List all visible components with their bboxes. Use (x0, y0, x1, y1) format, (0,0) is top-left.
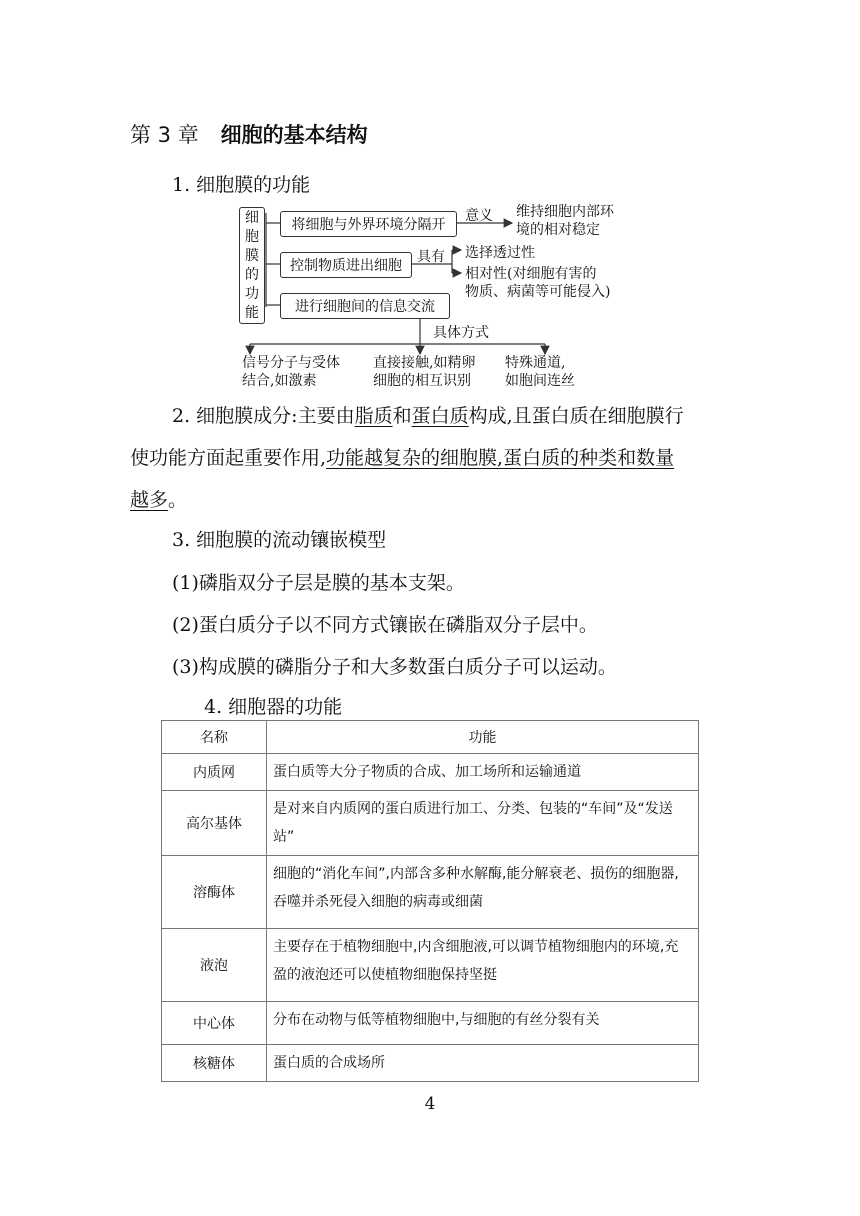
s2-underline: 蛋白质的种类和数量 (503, 447, 675, 469)
result-selective: 选择透过性 (465, 245, 535, 261)
s2-text: 构成,且蛋白质在细胞膜行 (468, 405, 684, 427)
s2-underline: 越多 (130, 489, 169, 511)
section-2-paragraph (130, 395, 684, 521)
organelle-name: 液泡 (162, 929, 267, 1002)
result-relative (465, 265, 610, 301)
diagram-box-control: 控制物质进出细胞 (280, 252, 412, 278)
organelle-name: 溶酶体 (162, 856, 267, 929)
table-row (162, 1045, 699, 1082)
root-char: 胞 (245, 228, 259, 245)
result-relative-line2: 物质、病菌等可能侵入) (465, 284, 611, 300)
label-methods: 具体方式 (433, 325, 489, 341)
s3-item-1: (1)磷脂双分子层是膜的基本支架。 (172, 572, 465, 594)
s2-underline: 蛋白质 (411, 405, 469, 427)
method-signal (242, 354, 340, 390)
root-char: 膜 (245, 247, 259, 264)
root-char: 的 (245, 266, 259, 283)
diagram-box-communicate: 进行细胞间的信息交流 (280, 293, 450, 319)
organelle-function: 蛋白质等大分子物质的合成、加工场所和运输通道 (267, 754, 699, 791)
s2-underline: 脂质 (354, 405, 393, 427)
organelle-table (161, 720, 699, 1082)
method-contact-line1: 直接接触,如精卵 (373, 355, 476, 371)
section-1-heading: 1. 细胞膜的功能 (172, 174, 311, 196)
result-stability-line1: 维持细胞内部环 (516, 204, 614, 220)
s2-underline: 功能越复杂的细胞膜, (326, 447, 504, 469)
section-4-heading: 4. 细胞器的功能 (204, 696, 343, 718)
organelle-function: 细胞的“消化车间”,内部含多种水解酶,能分解衰老、损伤的细胞器,吞噬并杀死侵入细胞的病毒或细菌 (267, 856, 699, 929)
s2-text: 和 (392, 405, 412, 427)
result-stability (516, 203, 614, 239)
organelle-function: 是对来自内质网的蛋白质进行加工、分类、包装的“车间”及“发送站” (267, 791, 699, 856)
organelle-name: 核糖体 (162, 1045, 267, 1082)
diagram-root-box (239, 207, 265, 324)
organelle-function: 蛋白质的合成场所 (267, 1045, 699, 1082)
root-char: 细 (245, 209, 259, 226)
result-stability-line2: 境的相对稳定 (516, 222, 600, 238)
label-significance: 意义 (465, 208, 493, 224)
table-row (162, 791, 699, 856)
method-signal-line1: 信号分子与受体 (242, 355, 340, 371)
s3-item-3: (3)构成膜的磷脂分子和大多数蛋白质分子可以运动。 (172, 656, 617, 678)
s2-text: 2. 细胞膜成分:主要由 (172, 405, 355, 427)
table-header-row (162, 721, 699, 754)
method-channel (505, 354, 575, 390)
table-row (162, 856, 699, 929)
table-row (162, 754, 699, 791)
organelle-name: 内质网 (162, 754, 267, 791)
root-char: 能 (245, 304, 259, 321)
organelle-function: 主要存在于植物细胞中,内含细胞液,可以调节植物细胞内的环境,充盈的液泡还可以使植物细胞保持坚挺 (267, 929, 699, 1002)
method-contact (373, 354, 475, 390)
s3-item-2: (2)蛋白质分子以不同方式镶嵌在磷脂双分子层中。 (172, 614, 598, 636)
section-3-heading: 3. 细胞膜的流动镶嵌模型 (172, 529, 387, 551)
organelle-name: 中心体 (162, 1002, 267, 1045)
chapter-number: 第 3 章 (130, 123, 199, 147)
page-number: 4 (424, 1094, 436, 1114)
label-has: 具有 (417, 249, 445, 265)
root-char: 功 (245, 285, 259, 302)
chapter-title: 细胞的基本结构 (220, 123, 368, 147)
method-channel-line1: 特殊通道, (505, 355, 566, 371)
method-signal-line2: 结合,如激素 (242, 373, 317, 389)
s2-text: 使功能方面起重要作用, (130, 447, 327, 469)
result-relative-line1: 相对性(对细胞有害的 (465, 266, 597, 282)
method-contact-line2: 细胞的相互识别 (373, 373, 471, 389)
organelle-function: 分布在动物与低等植物细胞中,与细胞的有丝分裂有关 (267, 1002, 699, 1045)
table-row (162, 929, 699, 1002)
s2-text: 。 (168, 489, 188, 511)
table-row (162, 1002, 699, 1045)
organelle-name: 高尔基体 (162, 791, 267, 856)
method-channel-line2: 如胞间连丝 (505, 373, 575, 389)
header-function: 功能 (267, 721, 699, 754)
header-name: 名称 (162, 721, 267, 754)
diagram-box-separate: 将细胞与外界环境分隔开 (280, 211, 457, 237)
